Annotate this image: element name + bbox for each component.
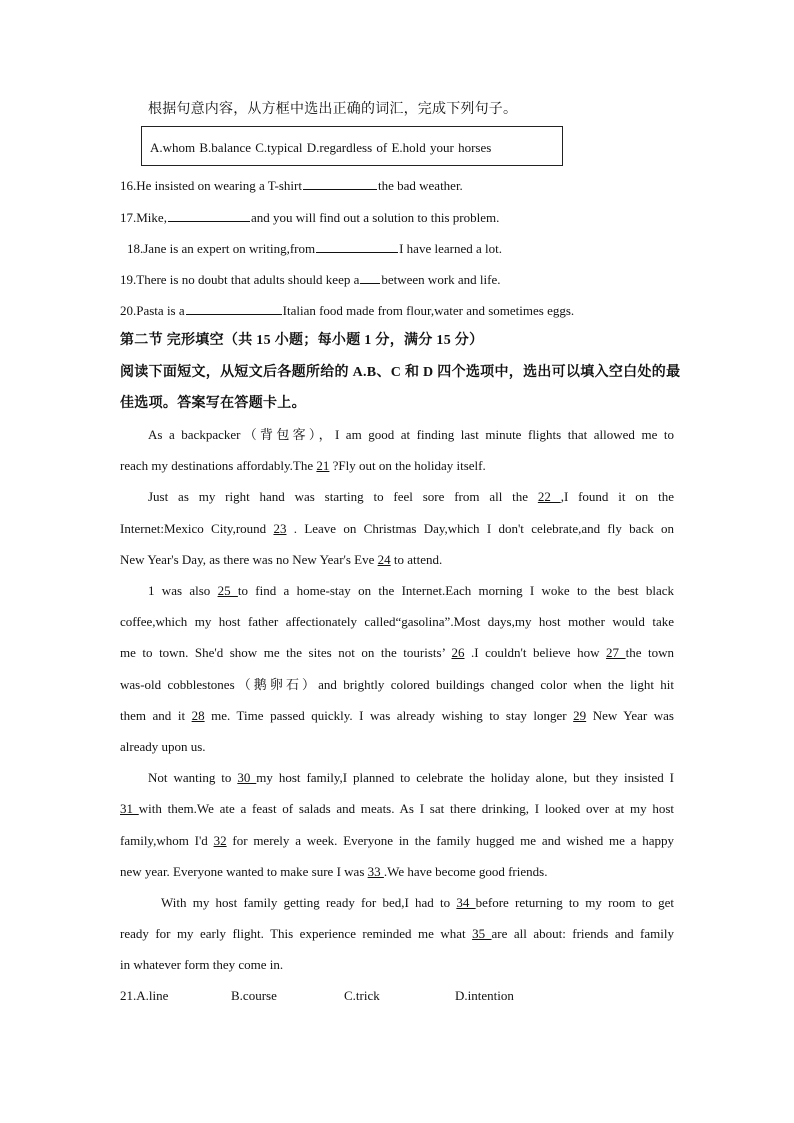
passage-text: my host family,I planned to celebrate the holiday alone, but they insisted I: [256, 770, 675, 785]
passage-text: me. Time passed quickly. I was already wishing to stay longer: [204, 708, 574, 723]
passage-text: already upon us.: [120, 739, 206, 754]
passage-text: 1 was also: [148, 583, 218, 598]
passage-text: before returning to my room to get: [475, 895, 675, 910]
passage-line: [120, 614, 674, 630]
passage-line: [120, 458, 674, 474]
passage-text: With my host family getting ready for bed,I had to: [161, 895, 457, 910]
blank-31[interactable]: 31: [120, 801, 139, 816]
passage-line: [120, 864, 674, 880]
passage-text: to find a home-stay on the Internet.Each morning I woke to the best black: [237, 583, 674, 598]
question-16-tail: the bad weather.: [377, 178, 463, 193]
passage-line: [120, 552, 674, 568]
blank-27[interactable]: 27: [606, 645, 626, 660]
blank-34[interactable]: 34: [456, 895, 476, 910]
passage-line: [120, 926, 674, 942]
passage-text: ready for my early flight. This experience reminded me what: [120, 926, 473, 941]
passage-text: New Year's Day, as there was no New Year's Eve: [120, 552, 378, 567]
blank-30[interactable]: 30: [237, 770, 257, 785]
passage-line: [148, 770, 674, 786]
section-instruction: 阅读下面短文，从短文后各题所给的 A.B、C 和 D 四个选项中，选出可以填入空白处的最: [120, 365, 681, 380]
question-20-text: 20.Pasta is a: [120, 303, 185, 318]
blank-25[interactable]: 25: [217, 583, 238, 598]
passage-line: [161, 895, 674, 911]
blank-29[interactable]: 29: [573, 708, 587, 723]
passage-line: [120, 521, 674, 537]
passage-text: with them.We ate a feast of salads and meats. As I sat there drinking, I looked over at my host: [138, 801, 674, 816]
passage-text: them and it: [120, 708, 192, 723]
passage-line: [120, 645, 674, 661]
blank-24[interactable]: 24: [377, 552, 391, 567]
question-19-tail: between work and life.: [381, 272, 501, 287]
answer-blank[interactable]: [303, 177, 377, 190]
passage-text: the town: [625, 645, 674, 660]
passage-text: Just as my right hand was starting to feel sore from all the: [148, 489, 538, 504]
passage-text: As a backpacker（背包客），I am good at finding last minute flights that allowed me to: [148, 427, 674, 442]
passage-line: [120, 801, 674, 817]
blank-26[interactable]: 26: [451, 645, 465, 660]
passage-text: . Leave on Christmas Day,which I don't celebrate,and fly back on: [286, 521, 675, 536]
section-instruction-cont: 佳选项。答案写在答题卡上。: [120, 396, 306, 411]
question-19-text: 19.There is no doubt that adults should keep a: [120, 272, 360, 287]
question-21-option-b[interactable]: B.course: [231, 988, 277, 1003]
passage-text: ,I found it on the: [560, 489, 675, 504]
answer-blank[interactable]: [168, 209, 250, 222]
question-21-option-a[interactable]: 21.A.line: [120, 988, 169, 1003]
question-16-text: 16.He insisted on wearing a T-shirt: [120, 178, 302, 193]
passage-text: me to town. She'd show me the sites not on the tourists’: [120, 645, 452, 660]
passage-line: [148, 489, 674, 505]
passage-text: ?Fly out on the holiday itself.: [329, 458, 486, 473]
section-heading: 第二节 完形填空（共 15 小题；每小题 1 分，满分 15 分）: [120, 333, 484, 348]
answer-blank[interactable]: [186, 302, 282, 315]
question-20: [120, 302, 574, 319]
question-20-tail: Italian food made from flour,water and sometimes eggs.: [282, 303, 575, 318]
blank-35[interactable]: 35: [472, 926, 492, 941]
passage-text: new year. Everyone wanted to make sure I was: [120, 864, 368, 879]
passage-text: Internet:Mexico City,round: [120, 521, 274, 536]
passage-text: New Year was: [586, 708, 674, 723]
word-box: [141, 126, 563, 166]
question-17: [120, 209, 499, 226]
blank-28[interactable]: 28: [191, 708, 205, 723]
question-19: [120, 271, 501, 288]
question-17-tail: and you will find out a solution to this problem.: [250, 210, 500, 225]
passage-text: Not wanting to: [148, 770, 238, 785]
passage-line: [120, 708, 674, 724]
passage-text: was-old cobblestones（鹅卵石）and brightly colored buildings changed color when the light hit: [120, 677, 674, 692]
passage-line: [148, 583, 674, 599]
passage-text: .We have become good friends.: [383, 864, 548, 879]
passage-line: [120, 957, 674, 973]
question-18-text: 18.Jane is an expert on writing,from: [127, 241, 316, 256]
passage-text: family,whom I'd: [120, 833, 214, 848]
blank-22[interactable]: 22: [537, 489, 561, 504]
blank-23[interactable]: 23: [273, 521, 287, 536]
passage-line: [120, 677, 674, 693]
passage-text: are all about: friends and family: [491, 926, 674, 941]
passage-line: [120, 833, 674, 849]
passage-line: [120, 739, 674, 755]
passage-text: coffee,which my host father affectionately called“gasolina”.Most days,my host mother would take: [120, 614, 674, 629]
question-17-text: 17.Mike,: [120, 210, 167, 225]
passage-text: reach my destinations affordably.The: [120, 458, 317, 473]
blank-32[interactable]: 32: [213, 833, 227, 848]
passage-line: [148, 427, 674, 443]
blank-33[interactable]: 33: [367, 864, 384, 879]
question-18-tail: I have learned a lot.: [399, 241, 502, 256]
section-intro: 根据句意内容，从方框中选出正确的词汇，完成下列句子。: [148, 102, 518, 117]
passage-text: for merely a week. Everyone in the family hugged me and wished me a happy: [226, 833, 674, 848]
passage-text: .I couldn't believe how: [464, 645, 607, 660]
answer-blank[interactable]: [360, 271, 380, 284]
question-18: [127, 240, 502, 257]
answer-blank[interactable]: [316, 240, 398, 253]
question-21-option-c[interactable]: C.trick: [344, 988, 380, 1003]
blank-21[interactable]: 21: [316, 458, 330, 473]
passage-text: in whatever form they come in.: [120, 957, 284, 972]
passage-text: to attend.: [390, 552, 443, 567]
question-21-option-d[interactable]: D.intention: [455, 988, 514, 1003]
question-16: [120, 177, 463, 194]
word-box-options: A.whom B.balance C.typical D.regardless of E.hold your horses: [150, 140, 492, 155]
